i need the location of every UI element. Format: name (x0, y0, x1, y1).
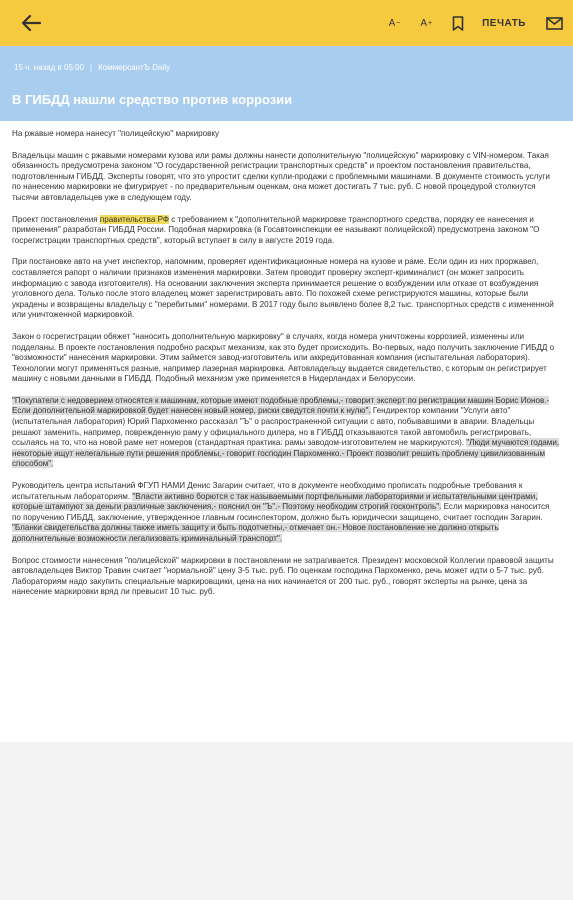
top-toolbar (0, 0, 573, 46)
font-decrease-button[interactable] (389, 18, 401, 29)
article-paragraph (12, 215, 560, 247)
quote-highlight: "Бланки свидетельства должны также иметь защиту и быть подотчетны,- отмечает он.- Новое постановление не должно открыть дополнительные возможности легализовать криминальный транспорт". (12, 523, 499, 543)
bookmark-icon (452, 16, 464, 31)
article-paragraph: При постановке авто на учет инспектор, напомним, проверяет идентификационные номера на кузове и раме. Если один из них проржавел, составляется рапорт о наличии признаков изменения маркировки. Затем проводит проверку эксперт-криминалист (он может запросить информацию с завода изготовителя). На основании заключения эксперта принимается решение о возбуждении или отказе от возбуждения уголовного дела. Только после этого владелец может зарегистрировать авто. По похожей схеме регистрируются машины, которые были украдены и возвращены владельцу с "перебитыми" номерами. В 2017 году было выявлено более 8,2 тыс. транспортных средств с измененной или уничтоженной маркировкой. (12, 257, 554, 320)
article-paragraph: Вопрос стоимости нанесения "полицейской" маркировки в постановлении не затрагивается. Президент московской Коллегии правовой защиты автовладельцев Виктор Травин считает "нормальной" цену 3-5 тыс. руб. По оценкам господина Пархоменко, речь может идти о 5-7 тыс. руб. Лабораториям надо закупить специальные маркировщики, цена на них начинается от 200 тыс. руб., говорят эксперты на рынке, цена за нанесение маркировки вряд ли превысит 10 тыс. руб. (12, 555, 554, 597)
arrow-left-icon (20, 13, 42, 33)
toolbar-actions (369, 0, 563, 46)
bookmark-button[interactable] (452, 16, 464, 31)
font-decrease-letter: А (388, 17, 396, 29)
quote-highlight: "Покупатели с недоверием относятся к машинам, которые имеют подобные проблемы,- говорит эксперт по регистрации машин Борис Ионов.- Если дополнительной маркировкой будет нанесен новый номер, риски сведутся почти к нулю". (12, 395, 550, 416)
quote-highlight: "Власти активно борются с так называемыми портфельными лабораториями и испытательными центрами, которые штампуют за деньги различные заключения,- пояснил он "Ъ".- Поэтому необходим строгий госконтроль". (12, 491, 538, 512)
text-run: Проект постановления (12, 214, 100, 224)
article-lead: На ржавые номера нанесут "полицейскую" маркировку (12, 129, 220, 138)
page-bottom-area (0, 742, 573, 900)
back-button[interactable] (20, 13, 42, 33)
publish-time: 15 ч. назад в 05:00 (14, 63, 85, 72)
text-run: с требованием к "дополнительной маркировке транспортного средства, порядку ее нанесения и применения" разработан ГИБДД России. Подобная маркировка (в Госавтоинспекции ее называют полицейской) предусмотрена законом "О госрегистрации транспортных средств", который вступает в силу в августе 2019 года. (12, 214, 540, 245)
text-run: Если маркировка наносится по поручению ГИБДД, заключение, утвержденное главным госинспектором, должно быть юридически защищено, считает господин Загарин. (12, 502, 550, 522)
article-header (0, 46, 573, 121)
share-mail-button[interactable] (546, 17, 563, 30)
article-paragraph: Владельцы машин с ржавыми номерами кузова или рамы должны нанести дополнительную "полицейскую" маркировку с VIN-номером. Такая обязанность предусмотрена законом "О государственной регистрации транспортных средств" и проектом постановления правительства, подготовленным ГИБДД. Эксперты говорят, что это упростит сделки купли-продажи с проблемными машинами. В документе стоимость услуги по нанесению маркировки не фигурирует - по предварительным оценкам, она может достигать 7 тыс. руб. С новой процедурой столкнутся тысячи автовладельцев уже в следующем году. (12, 150, 550, 202)
font-increase-button[interactable] (420, 18, 432, 29)
font-increase-mark: + (428, 19, 433, 27)
text-run: Гендиректор компании "Услуги авто" (испытательная лаборатория) Юрий Пархоменко рассказал "Ъ" о распространенной ситуации с авто, побывавшими в аварии. Владельцы решают заменить, например, поврежденную раму у официального дилера, но в ГИБДД отказываются такой автомобиль регистрировать, ссылаясь на то, что на новой раме нет номеров (стандартная практика: рамы заводом-изготовителем не маркируются). (12, 406, 535, 448)
mail-icon (546, 17, 563, 30)
highlighted-text[interactable]: правительства РФ (99, 214, 170, 224)
meta-separator: | (90, 63, 93, 72)
article-paragraph (12, 396, 560, 470)
font-increase-letter: А (420, 17, 427, 29)
article-body (12, 129, 560, 609)
article-paragraph: Закон о госрегистрации обяжет "наносить дополнительную маркировку" в случаях, когда номера уничтожены коррозией, изменены или подделаны. В проекте постановления подробно раскрыт механизм, как это будет происходить. Во-первых, надо получить заключение ГИБДД о "возможности" нанесения маркировки. Этим займется завод-изготовитель или аккредитованная компания (испытательная лаборатория). Технологии могут применяться разные, например лазерная маркировка. Автовладельцу выдается свидетельство, с которым он регистрирует машину с новыми данными в ГИБДД. Подобный механизм уже применяется в Нидерландах и Белоруссии. (12, 331, 555, 384)
quote-highlight: "Люди мучаются годами, некоторые ищут нелегальные пути решения проблемы,- говорит господин Пархоменко.- Проект позволит решить проблему цивилизованным способом". (12, 438, 560, 469)
print-button[interactable]: ПЕЧАТЬ (482, 17, 526, 29)
font-decrease-mark: − (396, 19, 401, 27)
article-paragraph (12, 481, 560, 545)
article-title: В ГИБДД нашли средство против коррозии (12, 92, 293, 107)
source-name[interactable]: КоммерсантЪ Daily (98, 63, 170, 72)
text-run: Руководитель центра испытаний ФГУП НАМИ Денис Загарин считает, что в документе необходимо прописать подробные требования к испытательным лабораториям. (12, 481, 523, 501)
article-meta (14, 63, 170, 72)
